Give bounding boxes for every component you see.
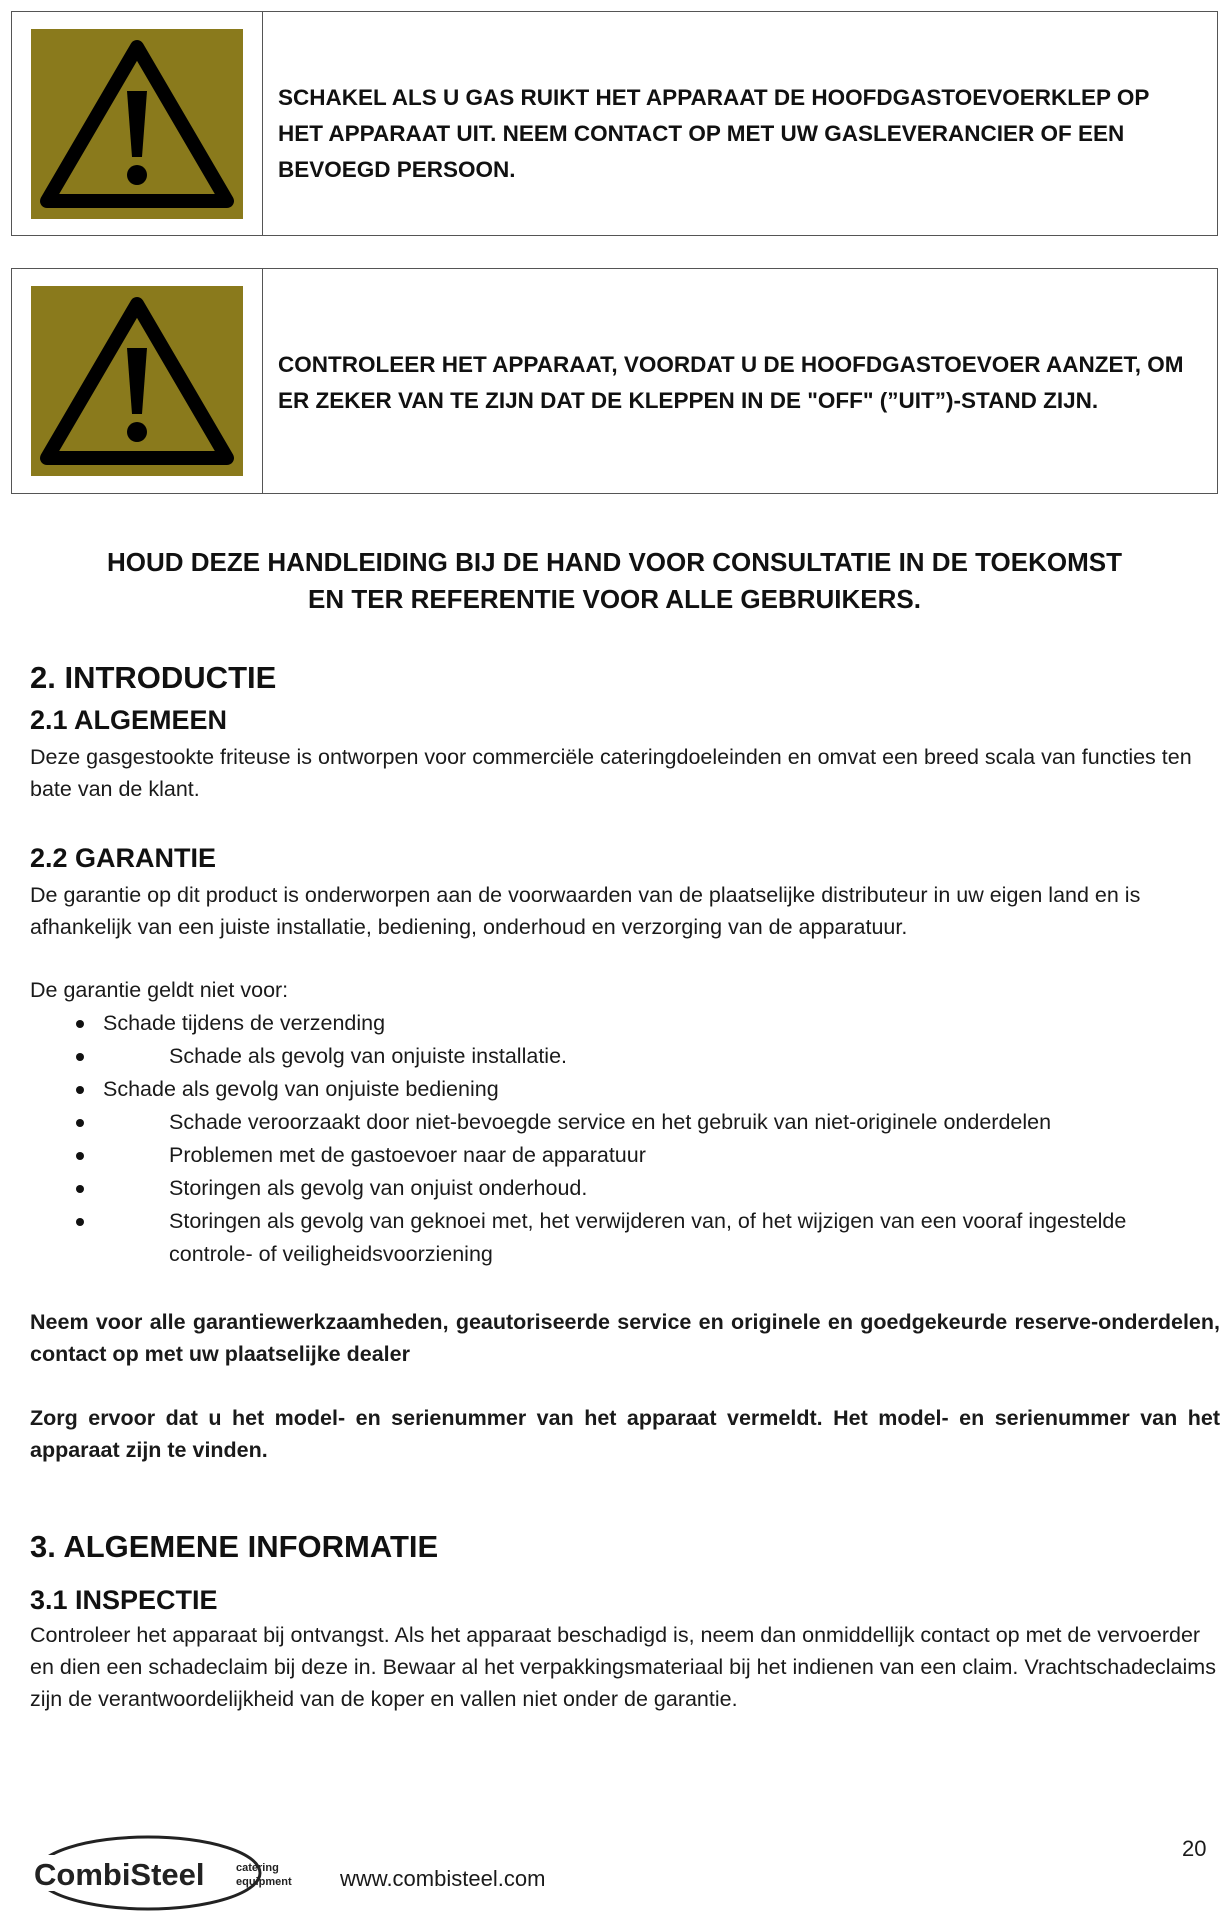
list-item: Schade veroorzaakt door niet-bevoegde service en het gebruik van niet-originele onderdelen <box>30 1106 1220 1139</box>
warning-text: CONTROLEER HET APPARAAT, VOORDAT U DE HOOFDGASTOEVOER AANZET, OM ER ZEKER VAN TE ZIJN DAT DE KLEPPEN IN DE "OFF" (”UIT”)-STAND ZIJN. <box>278 352 1184 413</box>
bullet-dot-icon <box>76 1185 84 1193</box>
notice-line-2: EN TER REFERENTIE VOOR ALLE GEBRUIKERS. <box>308 584 921 614</box>
list-item: Problemen met de gastoevoer naar de apparatuur <box>30 1139 1220 1172</box>
keep-manual-notice <box>0 544 1229 618</box>
logo-tagline-1: catering <box>236 1862 279 1874</box>
warranty-paragraph: De garantie op dit product is onderworpen aan de voorwaarden van de plaatselijke distributeur in uw eigen land en is afhankelijk van een juiste installatie, bediening, onderhoud en verzorging van de apparatuur. <box>30 883 1141 939</box>
list-item: Storingen als gevolg van onjuist onderhoud. <box>30 1172 1220 1205</box>
list-item: Schade als gevolg van onjuiste installatie. <box>30 1040 1220 1073</box>
warning-text: SCHAKEL ALS U GAS RUIKT HET APPARAAT DE HOOFDGASTOEVOERKLEP OP HET APPARAAT UIT. NEEM CONTACT OP MET UW GASLEVERANCIER OF EEN BEVOEGD PERSOON. <box>278 85 1149 182</box>
warning-triangle-icon <box>31 286 243 476</box>
list-item: Schade als gevolg van onjuiste bediening <box>30 1073 1220 1106</box>
subsection-title-inspection: 3.1 INSPECTIE <box>30 1585 218 1615</box>
notice-line-1: HOUD DEZE HANDLEIDING BIJ DE HAND VOOR CONSULTATIE IN DE TOEKOMST <box>106 547 1122 577</box>
subsection-title-warranty: 2.2 GARANTIE <box>30 843 217 873</box>
inspection-paragraph: Controleer het apparaat bij ontvangst. Als het apparaat beschadigd is, neem dan onmiddellijk contact op met de vervoerder en dien een schadeclaim bij deze in. Bewaar al het verpakkingsmateriaal bij het indienen van een claim. Vrachtschadeclaims zijn de verantwoordelijkheid van de koper en vallen niet onder de garantie. <box>30 1623 1216 1711</box>
subsection-title-general: 2.1 ALGEMEEN <box>30 705 228 735</box>
warning-icon-cell <box>12 269 263 493</box>
section-title-introduction: 2. INTRODUCTIE <box>30 660 277 695</box>
bullet-dot-icon <box>76 1086 84 1094</box>
exclusions-list <box>30 1007 1220 1271</box>
dealer-note: Neem voor alle garantiewerkzaamheden, geautoriseerde service en originele en goedgekeurde reserve-onderdelen, contact op met uw plaatselijke dealer <box>30 1310 1220 1366</box>
warning-box-check-valves <box>11 268 1218 494</box>
website-url[interactable]: www.combisteel.com <box>340 1866 546 1891</box>
bullet-dot-icon <box>76 1152 84 1160</box>
combisteel-logo <box>30 1833 310 1913</box>
page-number: 20 <box>1182 1836 1207 1861</box>
logo-brand-text: CombiSteel <box>34 1857 205 1892</box>
warning-triangle-icon <box>31 29 243 219</box>
list-item: Schade tijdens de verzending <box>30 1007 1220 1040</box>
bullet-dot-icon <box>76 1053 84 1061</box>
bullet-dot-icon <box>76 1119 84 1127</box>
general-paragraph: Deze gasgestookte friteuse is ontworpen voor commerciële cateringdoeleinden en omvat een breed scala van functies ten bate van de klant. <box>30 745 1192 801</box>
section-title-general-information: 3. ALGEMENE INFORMATIE <box>30 1529 439 1564</box>
logo-tagline-2: equipment <box>236 1876 292 1888</box>
list-item: Storingen als gevolg van geknoei met, het verwijderen van, of het wijzigen van een vooraf ingestelde controle- of veiligheidsvoorziening <box>30 1205 1220 1271</box>
exclusions-intro: De garantie geldt niet voor: <box>30 978 289 1002</box>
serial-number-note: Zorg ervoor dat u het model- en serienummer van het apparaat vermeldt. Het model- en serienummer van het apparaat zijn te vinden. <box>30 1406 1220 1462</box>
warning-icon-cell <box>12 12 263 235</box>
bullet-dot-icon <box>76 1218 84 1226</box>
bullet-dot-icon <box>76 1020 84 1028</box>
warning-box-gas-smell <box>11 11 1218 236</box>
